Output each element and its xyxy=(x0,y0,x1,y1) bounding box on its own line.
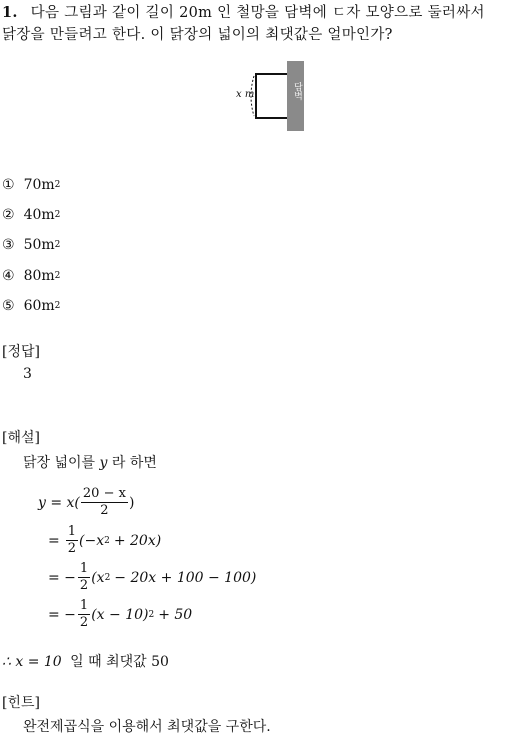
choice-value: 70 xyxy=(23,177,42,193)
equation-line-3 xyxy=(48,561,256,594)
eq4-prefix: = − xyxy=(48,606,76,623)
coop-figure xyxy=(232,58,312,136)
eq2-end: + 20x) xyxy=(113,532,162,549)
eq3-fraction xyxy=(78,561,90,594)
choice-unit: m xyxy=(41,177,55,193)
choice-marker: ③ xyxy=(2,237,15,253)
eq3-tail: (x xyxy=(91,569,105,586)
eq4-numerator: 1 xyxy=(79,598,89,613)
question-line-1 xyxy=(2,1,485,22)
choice-exp: 2 xyxy=(54,271,61,281)
intro-var: y xyxy=(99,455,108,471)
question-line-2: 닭장을 만들려고 한다. 이 닭장의 넓이의 최댓값은 얼마인가? xyxy=(2,27,393,43)
eq2-tail: (−x xyxy=(79,532,105,549)
eq4-tail: (x − 10) xyxy=(91,606,149,623)
fence-line xyxy=(256,74,287,118)
eq3-numerator: 1 xyxy=(79,561,89,576)
choice-marker: ② xyxy=(2,207,15,223)
eq3-end: − 20x + 100 − 100) xyxy=(114,569,257,586)
equation-line-4 xyxy=(48,598,192,631)
choice-1[interactable] xyxy=(2,177,60,193)
choice-value: 40 xyxy=(23,207,42,223)
answer-value: 3 xyxy=(23,366,32,382)
choice-value: 60 xyxy=(23,298,42,314)
question-number: 1. xyxy=(2,4,18,21)
hint-text: 완전제곱식을 이용해서 최댓값을 구한다. xyxy=(23,719,271,735)
question-text-1: 다음 그림과 같이 길이 20m 인 철망을 담벽에 ㄷ자 모양으로 둘러싸서 xyxy=(30,5,485,21)
equation-line-2 xyxy=(48,524,161,557)
choice-exp: 2 xyxy=(54,180,61,190)
side-length-label: x m xyxy=(236,89,255,100)
explanation-intro xyxy=(23,452,157,472)
choice-value: 50 xyxy=(23,237,42,253)
choice-value: 80 xyxy=(23,268,42,284)
choice-5[interactable] xyxy=(2,298,60,314)
explanation-heading: [해설] xyxy=(2,430,40,446)
choice-exp: 2 xyxy=(54,301,61,311)
eq2-denominator: 2 xyxy=(67,541,77,556)
hint-heading: [힌트] xyxy=(2,695,40,711)
eq2-numerator: 1 xyxy=(67,524,77,539)
eq2-fraction xyxy=(66,524,78,557)
choice-marker: ① xyxy=(2,177,15,193)
choice-unit: m xyxy=(41,298,55,314)
eq3-denominator: 2 xyxy=(79,578,89,593)
eq3-exp: 2 xyxy=(104,572,111,583)
choice-2[interactable] xyxy=(2,207,60,223)
choice-marker: ⑤ xyxy=(2,298,15,314)
eq4-exp: 2 xyxy=(148,609,155,620)
eq4-end: + 50 xyxy=(158,606,193,623)
eq1-close: ) xyxy=(128,494,135,511)
answer-heading: [정답] xyxy=(2,344,40,360)
eq1-lhs: y = x( xyxy=(38,494,80,511)
conclusion-text: 일 때 최댓값 50 xyxy=(70,654,169,670)
conclusion-math: ∴ x = 10 xyxy=(2,654,62,670)
intro-tail: 라 하면 xyxy=(111,455,157,471)
eq3-prefix: = − xyxy=(48,569,76,586)
choice-exp: 2 xyxy=(54,210,61,220)
eq4-fraction xyxy=(78,598,90,631)
eq2-exp: 2 xyxy=(104,535,110,546)
choice-exp: 2 xyxy=(54,240,61,250)
eq1-denominator: 2 xyxy=(100,503,109,518)
eq1-fraction xyxy=(81,486,128,519)
equation-line-1 xyxy=(38,486,134,519)
choice-4[interactable] xyxy=(2,268,60,284)
eq2-prefix: = xyxy=(48,532,60,549)
wall-label: 담벽 xyxy=(292,82,302,100)
choice-3[interactable] xyxy=(2,237,60,253)
choice-unit: m xyxy=(41,268,55,284)
conclusion xyxy=(2,651,169,671)
choice-marker: ④ xyxy=(2,268,15,284)
intro-text: 닭장 넓이를 xyxy=(23,455,96,471)
choice-unit: m xyxy=(41,237,55,253)
eq1-numerator: 20 − x xyxy=(82,486,126,501)
choice-unit: m xyxy=(41,207,55,223)
eq4-denominator: 2 xyxy=(79,615,89,630)
